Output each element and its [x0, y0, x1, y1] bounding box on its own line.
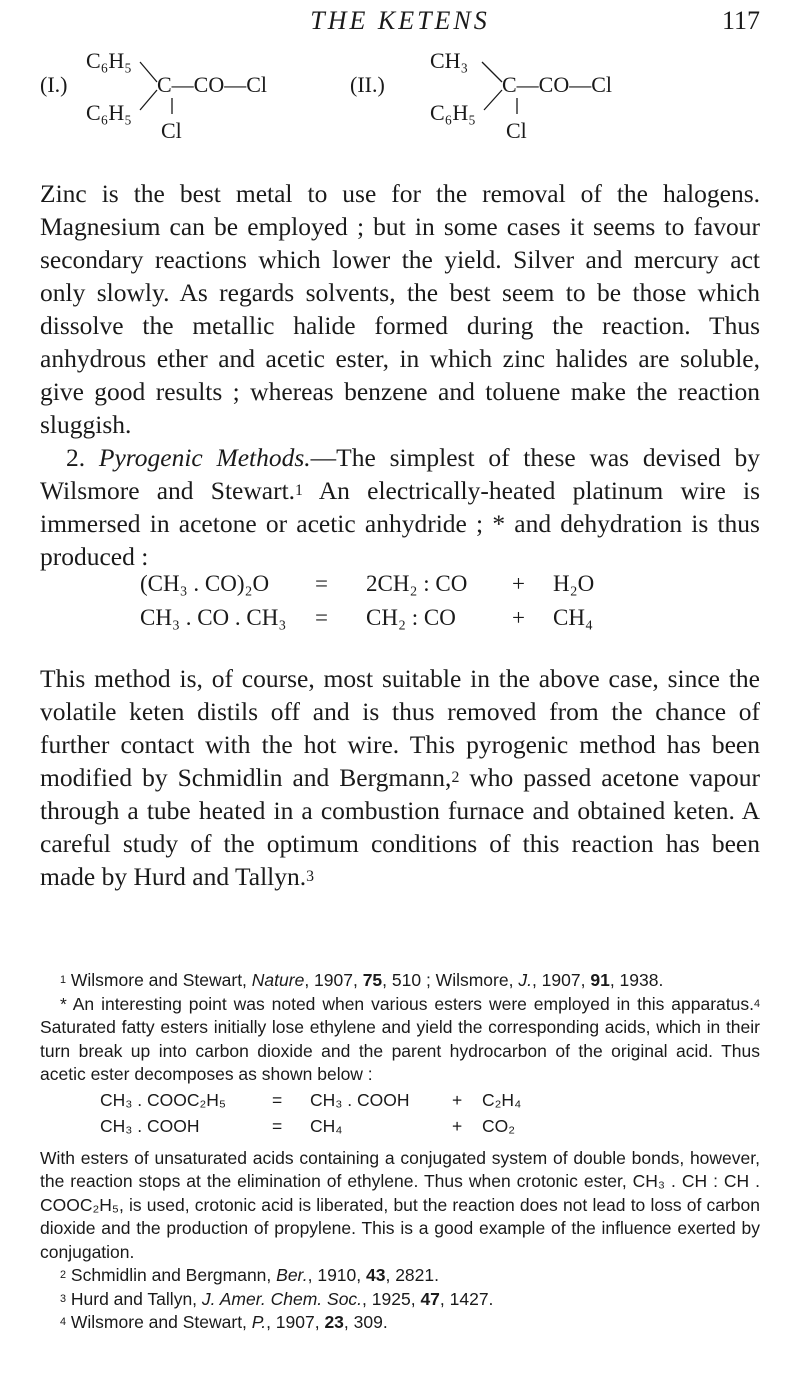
footnote-mark: 1 — [60, 974, 67, 987]
formula-i-chlorine: Cl — [161, 118, 182, 143]
paragraph-method-discussion — [40, 662, 760, 893]
structural-formulae — [40, 48, 740, 168]
running-title: THE KETENS — [310, 6, 490, 35]
equation-lhs: (CH₃ . CO)₂O — [140, 571, 270, 596]
paragraph-text: Zinc is the best metal to use for the removal of the halogens. Magnesium can be employed ; but in some cases it seems to favour secondary reactions which lower the yield. Silver and mercury act only slowly. As regards solvents, the best seem to be those which dissolve the metallic halide formed during the reaction. Thus anhydrous ether and acetic ester, in which zinc halides are soluble, give good results ; whereas benzene and toluene make the reaction sluggish. — [40, 179, 760, 439]
equation-rhs: 2CH₂ : CO — [366, 571, 468, 596]
footnote-1 — [40, 969, 760, 993]
volume-number: 47 — [420, 1288, 440, 1309]
formula-ii-chlorine: Cl — [506, 118, 527, 143]
volume-number: 91 — [590, 970, 610, 990]
footnote-star — [40, 993, 760, 1087]
paragraph-pyrogenic-methods — [40, 441, 760, 573]
equation-rhs: CH₂ : CO — [366, 605, 456, 630]
journal-name: Nature — [251, 970, 305, 990]
ester-decomposition-equations — [40, 1089, 760, 1141]
equation-row — [100, 1089, 700, 1113]
equation-equals: = — [315, 605, 328, 630]
footnote-text: , 1938. — [609, 970, 664, 990]
volume-number: 75 — [362, 970, 383, 990]
equation-rhs: CH₃ . COOH — [310, 1089, 410, 1110]
footnote-text: Wilsmore and Stewart, — [66, 1312, 252, 1332]
running-head — [0, 6, 800, 42]
footnote-ref-1[interactable]: 1 — [295, 482, 303, 500]
formula-ii-label: (II.) — [350, 72, 385, 97]
paragraph-text: This method is, of course, most suitable in the above case, since the volatile keten distils off and is thus removed from the chance of further contact with the hot wire. This pyrogenic method has been modified by Schmidlin and Bergmann, — [40, 664, 760, 792]
formula-i-upper-bond — [140, 62, 157, 82]
footnote-star-continuation — [40, 1147, 760, 1265]
paragraph-halogen-removal — [40, 177, 760, 441]
page-number: 117 — [721, 6, 760, 35]
equation-plus: + — [452, 1089, 463, 1110]
formula-ii-bottom-group: C₆H₅ — [430, 100, 476, 125]
paragraph-text: —The simplest of these was devised by Wilsmore and Stewart. — [40, 443, 760, 505]
equation-product: C₂H₄ — [482, 1089, 522, 1110]
equation-plus: + — [452, 1115, 463, 1136]
journal-name: J. Amer. Chem. Soc. — [201, 1288, 363, 1309]
paragraph-text: who passed acetone vapour through a tube heated in a combustion furnace and obtained keten. A careful study of the optimum conditions of this reaction has been made by Hurd and Tallyn. — [40, 763, 760, 891]
journal-name: J. — [518, 970, 532, 990]
formula-i-label: (I.) — [40, 72, 68, 97]
footnote-2 — [40, 1264, 760, 1288]
footnote-text: With esters of unsaturated acids containing a conjugated system of double bonds, however, the reaction stops at the elimination of ethylene. Thus when crotonic ester, CH₃ . CH : CH . COOC₂H₅, is used, crotonic acid is liberated, but the reaction does not lead to loss of carbon dioxide and the production of propylene. This is a good example of the influence exerted by conjugation. — [40, 1147, 760, 1262]
formulae-drawing — [40, 48, 740, 168]
footnote-text: , 1427. — [439, 1288, 494, 1309]
footnote-3 — [40, 1288, 760, 1312]
footnote-text: , 2821. — [385, 1265, 439, 1285]
formula-ii-chain: C—CO—Cl — [502, 72, 613, 97]
footnote-text: , 1910, — [307, 1265, 366, 1285]
dehydration-equations — [140, 571, 700, 641]
equation-row — [100, 1115, 700, 1139]
equation-plus: + — [512, 571, 525, 596]
section-title: Pyrogenic Methods. — [98, 443, 311, 472]
footnote-text: , 1907, — [304, 970, 363, 990]
footnote-text: Hurd and Tallyn, — [66, 1288, 202, 1309]
equation-product: CO₂ — [482, 1115, 516, 1136]
equation-equals: = — [315, 571, 328, 596]
equation-equals: = — [272, 1115, 283, 1136]
formula-i-chain: C—CO—Cl — [157, 72, 268, 97]
footnote-mark: 2 — [60, 1269, 67, 1282]
equation-lhs: CH₃ . COOH — [100, 1115, 200, 1136]
footnote-text: , 1907, — [531, 970, 591, 990]
footnote-text: , 1907, — [266, 1312, 325, 1332]
footnote-4 — [40, 1311, 760, 1335]
formula-i-top-group: C₆H₅ — [86, 48, 132, 73]
equation-row — [140, 571, 700, 605]
volume-number: 23 — [324, 1312, 344, 1332]
footnote-text: Schmidlin and Bergmann, — [66, 1265, 277, 1285]
formula-ii-lower-bond — [484, 90, 502, 110]
footnote-text: Wilsmore and Stewart, — [66, 970, 252, 990]
footnote-text: An interesting point was noted when various esters were employed in this apparatus. — [66, 993, 754, 1014]
footnote-mark: 3 — [60, 1292, 67, 1305]
footnote-text: , 309. — [343, 1312, 388, 1332]
journal-name: P. — [251, 1312, 267, 1332]
formula-i-lower-bond — [140, 90, 157, 110]
equation-plus: + — [512, 605, 525, 630]
equation-equals: = — [272, 1089, 283, 1110]
equation-row — [140, 605, 700, 639]
footnote-text: , 510 ; Wilsmore, — [382, 970, 519, 990]
equation-product: CH₄ — [553, 605, 593, 630]
formula-i-bottom-group: C₆H₅ — [86, 100, 132, 125]
footnote-mark: 4 — [60, 1316, 67, 1329]
equation-product: H₂O — [553, 571, 595, 596]
footnote-ref-2[interactable]: 2 — [451, 769, 460, 787]
volume-number: 43 — [366, 1265, 386, 1285]
journal-name: Ber. — [276, 1265, 308, 1285]
footnote-text: Saturated fatty esters initially lose ethylene and yield the corresponding acids, which in their turn break up into carbon dioxide and the parent hydrocarbon of the original acid. Thus acetic ester decomposes as shown below : — [40, 1017, 760, 1084]
equation-lhs: CH₃ . CO . CH₃ — [140, 605, 287, 630]
footnote-ref-4[interactable]: 4 — [753, 997, 760, 1010]
paragraph-text: An electrically-heated platinum wire is immersed in acetone or acetic anhydride ; * and dehydration is thus produced : — [40, 476, 760, 571]
formula-ii-upper-bond — [482, 62, 502, 82]
section-number: 2. — [66, 443, 86, 472]
equation-lhs: CH₃ . COOC₂H₅ — [100, 1089, 226, 1110]
footnote-text: , 1925, — [362, 1288, 421, 1309]
equation-rhs: CH₄ — [310, 1115, 343, 1136]
footnotes — [40, 969, 760, 1335]
formula-ii-top-group: CH₃ — [430, 48, 469, 73]
footnote-mark: * — [60, 993, 67, 1014]
footnote-ref-3[interactable]: 3 — [306, 868, 315, 886]
